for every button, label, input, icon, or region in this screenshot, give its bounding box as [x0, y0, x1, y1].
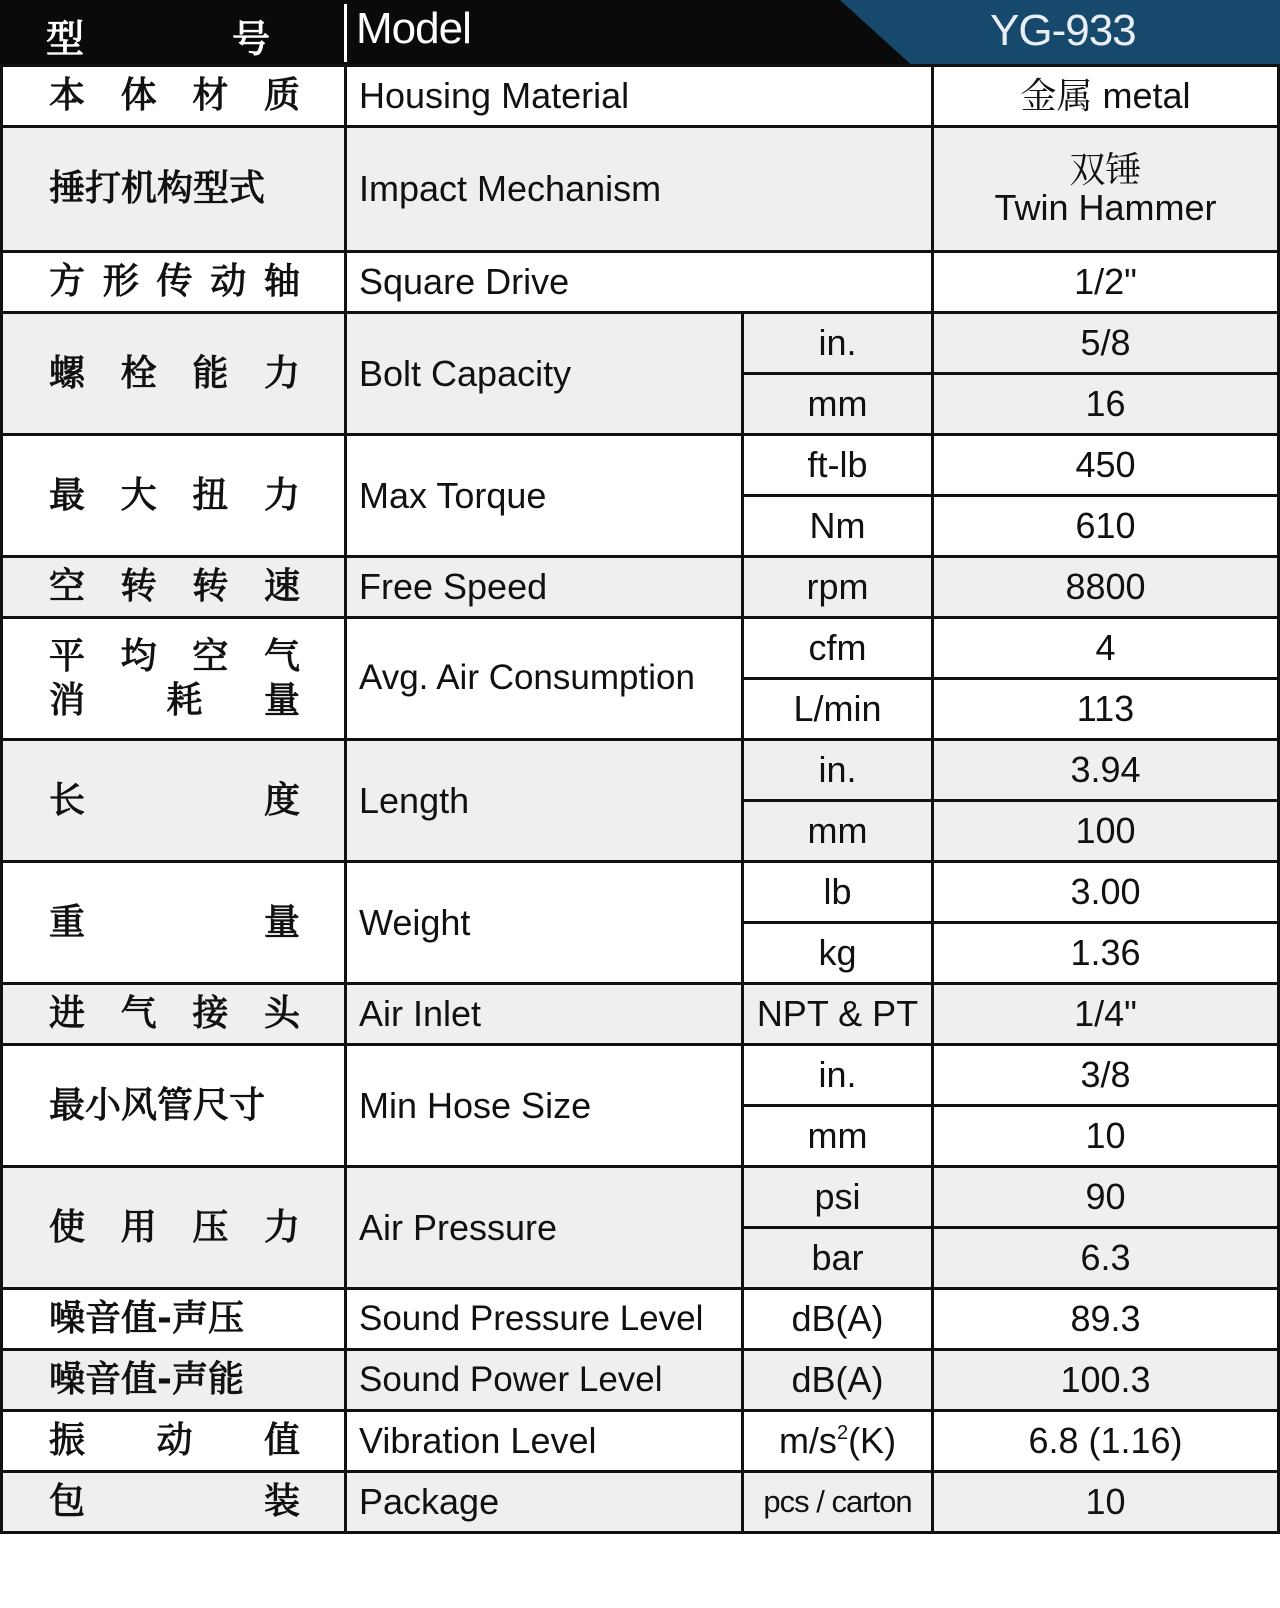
cn-label: 振 动 值 [2, 1411, 346, 1472]
en-label: Housing Material [346, 66, 933, 127]
cn-label: 捶打机构型式 [2, 127, 346, 252]
en-label: Square Drive [346, 252, 933, 313]
value: 610 [933, 496, 1279, 557]
en-label: Air Inlet [346, 984, 743, 1045]
value: 16 [933, 374, 1279, 435]
unit: Nm [743, 496, 933, 557]
table-header [0, 0, 1280, 64]
unit: rpm [743, 557, 933, 618]
value: 10 [933, 1106, 1279, 1167]
value: 1.36 [933, 923, 1279, 984]
table-row [2, 66, 1279, 127]
cn-label: 最小风管尺寸 [2, 1045, 346, 1167]
value: 100 [933, 801, 1279, 862]
value: 3.94 [933, 740, 1279, 801]
value: 3.00 [933, 862, 1279, 923]
cn-label: 噪音值-声压 [2, 1289, 346, 1350]
en-label: Max Torque [346, 435, 743, 557]
unit: L/min [743, 679, 933, 740]
value: 3/8 [933, 1045, 1279, 1106]
value: 5/8 [933, 313, 1279, 374]
cn-label: 空 转 转 速 [2, 557, 346, 618]
cn-label: 包 装 [2, 1472, 346, 1533]
table-row [2, 1472, 1279, 1533]
value: 1/2" [933, 252, 1279, 313]
en-label: Impact Mechanism [346, 127, 933, 252]
unit: in. [743, 1045, 933, 1106]
table-row [2, 313, 1279, 374]
value: 4 [933, 618, 1279, 679]
cn-label: 使 用 压 力 [2, 1167, 346, 1289]
table-row [2, 618, 1279, 679]
table-row [2, 557, 1279, 618]
unit: lb [743, 862, 933, 923]
en-label: Length [346, 740, 743, 862]
unit: $m/s^2(K)$ [743, 1411, 933, 1472]
value: 8800 [933, 557, 1279, 618]
unit: dB(A) [743, 1350, 933, 1411]
cn-label: 重 量 [2, 862, 346, 984]
value: 双锤 Twin Hammer [933, 127, 1279, 252]
unit: mm [743, 1106, 933, 1167]
unit: ft-lb [743, 435, 933, 496]
value: 6.8 (1.16) [933, 1411, 1279, 1472]
table-row [2, 1045, 1279, 1106]
spec-table [0, 64, 1280, 1534]
en-label: Weight [346, 862, 743, 984]
cn-label: 本 体 材 质 [2, 66, 346, 127]
value: 89.3 [933, 1289, 1279, 1350]
cn-label: 方 形 传 动 轴 [2, 252, 346, 313]
unit: NPT & PT [743, 984, 933, 1045]
unit: kg [743, 923, 933, 984]
table-row [2, 127, 1279, 252]
table-row [2, 740, 1279, 801]
unit: mm [743, 801, 933, 862]
en-label: Min Hose Size [346, 1045, 743, 1167]
header-en-label: Model [356, 4, 471, 53]
table-row [2, 435, 1279, 496]
cn-label: 最 大 扭 力 [2, 435, 346, 557]
value: 90 [933, 1167, 1279, 1228]
value: 金属 metal [933, 66, 1279, 127]
header-divider [344, 4, 347, 62]
unit: pcs / carton [743, 1472, 933, 1533]
en-label: Sound Pressure Level [346, 1289, 743, 1350]
en-label: Avg. Air Consumption [346, 618, 743, 740]
table-row [2, 862, 1279, 923]
en-label: Bolt Capacity [346, 313, 743, 435]
cn-label: 噪音值-声能 [2, 1350, 346, 1411]
header-cn-label: 型 号 [46, 17, 271, 61]
en-label: Sound Power Level [346, 1350, 743, 1411]
cn-label: 进 气 接 头 [2, 984, 346, 1045]
en-label: Free Speed [346, 557, 743, 618]
en-label: Package [346, 1472, 743, 1533]
en-label: Air Pressure [346, 1167, 743, 1289]
cn-label: 螺 栓 能 力 [2, 313, 346, 435]
table-row [2, 984, 1279, 1045]
table-row [2, 1350, 1279, 1411]
unit: dB(A) [743, 1289, 933, 1350]
value: 450 [933, 435, 1279, 496]
cn-label: 长 度 [2, 740, 346, 862]
value: 1/4" [933, 984, 1279, 1045]
unit: cfm [743, 618, 933, 679]
value: 10 [933, 1472, 1279, 1533]
table-row [2, 1411, 1279, 1472]
value: 100.3 [933, 1350, 1279, 1411]
cn-label: 平 均 空 气 消 耗 量 [2, 618, 346, 740]
unit: mm [743, 374, 933, 435]
table-row [2, 252, 1279, 313]
value: 6.3 [933, 1228, 1279, 1289]
table-row [2, 1289, 1279, 1350]
en-label: Vibration Level [346, 1411, 743, 1472]
table-row [2, 1167, 1279, 1228]
unit: in. [743, 740, 933, 801]
unit: bar [743, 1228, 933, 1289]
value: 113 [933, 679, 1279, 740]
unit: psi [743, 1167, 933, 1228]
unit: in. [743, 313, 933, 374]
model-number: YG-933 [990, 6, 1136, 55]
